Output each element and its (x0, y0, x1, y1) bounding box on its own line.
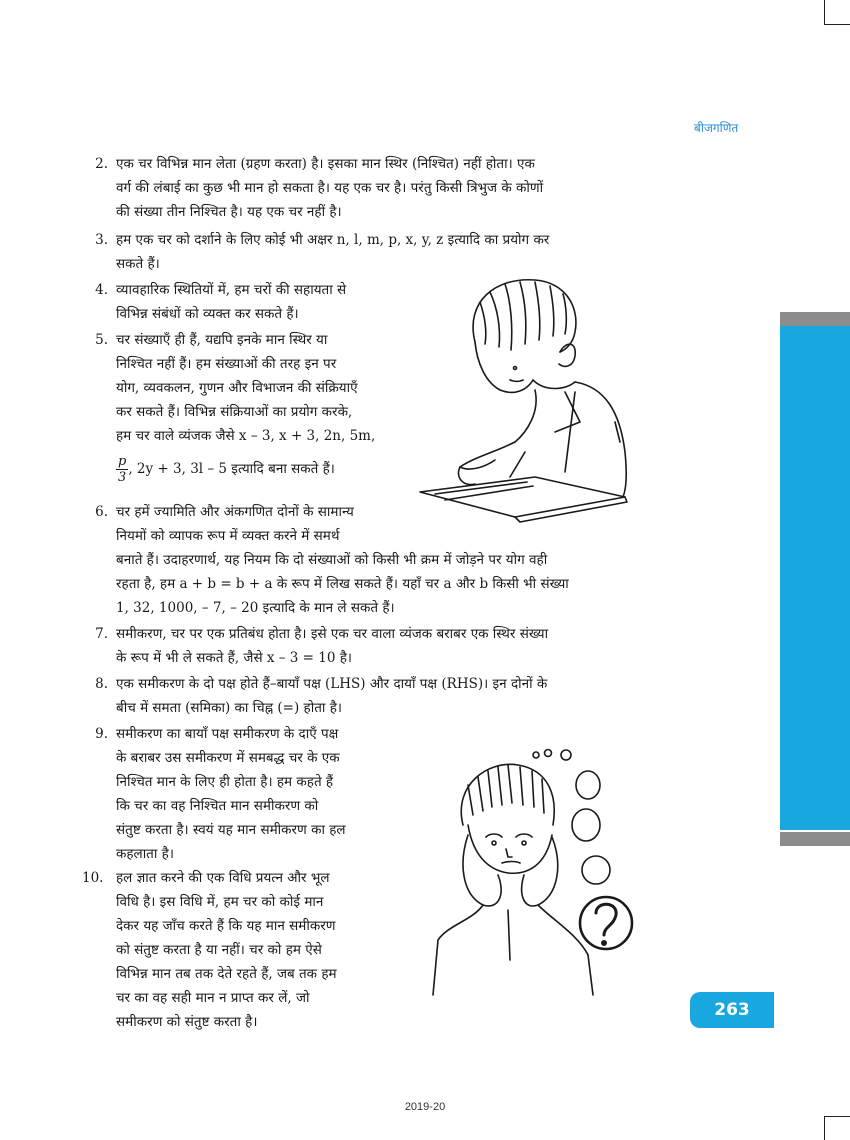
item-line: के बराबर उस समीकरण में समबद्ध चर के एक (116, 750, 340, 766)
item-line: चर का वह सही मान न प्राप्त कर लें, जो (116, 990, 310, 1006)
item-line: के रूप में भी ले सकते हैं, जैसे x – 3 = 10 है। (116, 650, 353, 666)
item-number: 9. (95, 726, 108, 742)
item-line: एक चर विभिन्न मान लेता (ग्रहण करता) है। इसका मान स्थिर (निश्चित) नहीं होता। एक (116, 156, 535, 172)
item-number: 4. (95, 282, 108, 298)
thinking-boy-illustration (428, 745, 648, 1000)
item-number: 5. (95, 332, 108, 348)
footer-year: 2019-20 (404, 1101, 446, 1113)
item-line: सकते हैं। (116, 256, 160, 272)
fraction-line (116, 454, 416, 485)
item-line: चर हमें ज्यामिति और अंकगणित दोनों के सामान्य (116, 504, 354, 520)
item-line: हम एक चर को दर्शाने के लिए कोई भी अक्षर n, l, m, p, x, y, z इत्यादि का प्रयोग कर (116, 232, 550, 248)
item-line: , 2y + 3, 3l – 5 इत्यादि बना सकते हैं। (128, 461, 335, 477)
item-line: कर सकते हैं। विभिन्न संक्रियाओं का प्रयोग करके, (116, 404, 353, 420)
boy-writing-illustration (415, 272, 645, 527)
item-line: बीच में समता (समिका) का चिह्न (=) होता है। (116, 700, 342, 716)
item-line: को संतुष्ट करता है या नहीं। चर को हम ऐसे (116, 942, 322, 958)
item-line: निश्चित मान के लिए ही होता है। हम कहते हैं (116, 774, 334, 790)
item-line: रहता है, हम a + b = b + a के रूप में लिख सकते हैं। यहाँ चर a और b किसी भी संख्या (116, 576, 569, 592)
item-line: समीकरण का बायाँ पक्ष समीकरण के दाएँ पक्ष (116, 726, 339, 742)
item-line: हल ज्ञात करने की एक विधि प्रयत्न और भूल (116, 870, 330, 886)
item-line: चर संख्याएँ ही हैं, यद्यपि इनके मान स्थिर या (116, 332, 328, 348)
crop-mark-bottom-right-h (824, 1116, 850, 1117)
item-line: कहलाता है। (116, 846, 174, 862)
item-line: संतुष्ट करता है। स्वयं यह मान समीकरण का हल (116, 822, 346, 838)
item-line: निश्चित नहीं हैं। हम संख्याओं की तरह इन पर (116, 356, 337, 372)
side-tab (780, 326, 850, 830)
page-number-badge: 263 (690, 992, 774, 1028)
side-tab-bottom-band (780, 832, 850, 846)
item-line: विधि है। इस विधि में, हम चर को कोई मान (116, 894, 324, 910)
fraction-denominator: 3 (118, 470, 127, 485)
item-number: 2. (95, 156, 108, 172)
item-line: हम चर वाले व्यंजक जैसे x – 3, x + 3, 2n, 5m, (116, 428, 376, 444)
item-line: वर्ग की लंबाई का कुछ भी मान हो सकता है। यह एक चर है। परंतु किसी त्रिभुज के कोणों (116, 180, 544, 196)
item-line: 1, 32, 1000, – 7, – 20 इत्यादि के मान ले सकते हैं। (116, 600, 395, 616)
item-number: 3. (95, 232, 108, 248)
item-line: विभिन्न संबंधों को व्यक्त कर सकते हैं। (116, 306, 299, 322)
side-tab-top-band (780, 312, 850, 326)
item-line: समीकरण, चर पर एक प्रतिबंध होता है। इसे एक चर वाला व्यंजक बराबर एक स्थिर संख्या (116, 626, 549, 642)
crop-mark-bottom-right-v (824, 1116, 825, 1140)
item-line: समीकरण को संतुष्ट करता है। (116, 1014, 258, 1030)
chapter-header-label: बीजगणित (694, 121, 739, 135)
item-line: व्यावहारिक स्थितियों में, हम चरों की सहायता से (116, 282, 347, 298)
crop-mark-top-right-v (824, 0, 825, 24)
item-number: 7. (95, 626, 108, 642)
crop-mark-top-right-h (824, 24, 850, 25)
item-line: बनाते हैं। उदाहरणार्थ, यह नियम कि दो संख्याओं को किसी भी क्रम में जोड़ने पर योग वही (116, 552, 548, 568)
item-line: विभिन्न मान तब तक देते रहते हैं, जब तक हम (116, 966, 337, 982)
fraction (116, 454, 128, 485)
item-line: एक समीकरण के दो पक्ष होते हैं–बायाँ पक्ष (LHS) और दायाँ पक्ष (RHS)। इन दोनों के (116, 676, 548, 692)
item-line: नियमों को व्यापक रूप में व्यक्त करने में समर्थ (116, 528, 340, 544)
item-line: कि चर का वह निश्चित मान समीकरण को (116, 798, 319, 814)
item-line: की संख्या तीन निश्चित है। यह एक चर नहीं है। (116, 204, 342, 220)
item-number: 8. (95, 676, 108, 692)
item-number: 6. (95, 504, 108, 520)
fraction-numerator: p (118, 454, 127, 469)
item-line: देकर यह जाँच करते हैं कि यह मान समीकरण (116, 918, 336, 934)
item-line: योग, व्यवकलन, गुणन और विभाजन की संक्रियाएँ (116, 380, 358, 396)
item-number: 10. (82, 870, 104, 886)
